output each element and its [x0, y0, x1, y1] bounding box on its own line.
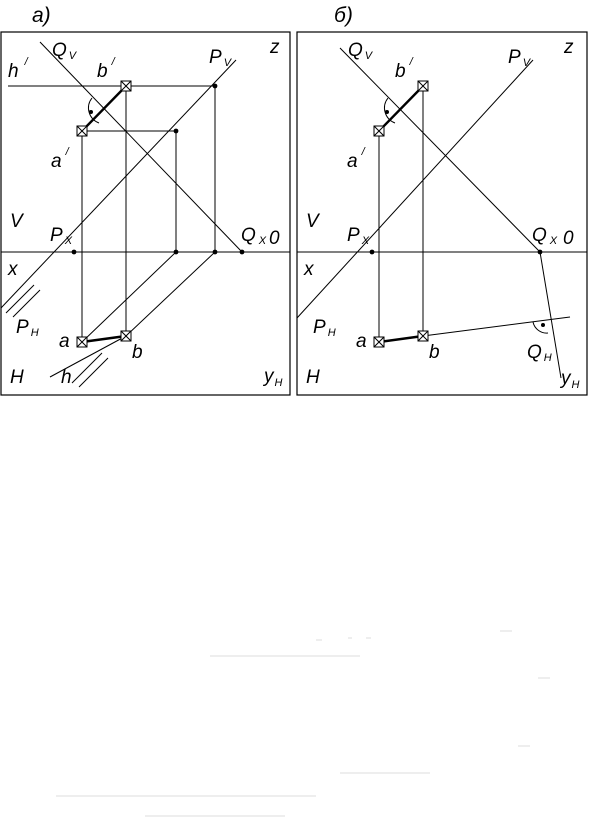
panel-b-label-b: b — [429, 342, 440, 363]
panel-a-point-1 — [174, 129, 179, 134]
panel-a-label-x: x — [8, 259, 18, 280]
panel-b-box-b — [418, 331, 428, 341]
panel-b-label-h-plane: H — [306, 367, 320, 388]
panel-a-label-qv: Q V — [52, 40, 77, 62]
panel-a-hatch-2 — [13, 290, 40, 317]
panel-b-label-x: x — [304, 259, 314, 280]
bleed-through-marks — [56, 630, 550, 817]
panel-a-label-h: h — [61, 367, 72, 388]
panel-b-label-qx: Q X — [532, 225, 558, 247]
panel-b-qv-trace — [340, 48, 540, 252]
panel-a-label-qx: Q X — [241, 225, 267, 247]
panel-a-label-pv: P V — [209, 47, 232, 69]
panel-a-label-z: z — [270, 37, 280, 58]
panel-a-point-3 — [213, 250, 218, 255]
panel-a-point-px — [72, 250, 77, 255]
panel-a-box-bprime — [121, 81, 131, 91]
panel-b — [297, 4, 587, 395]
panel-b-segment-aprime-bprime — [379, 86, 423, 131]
panel-b-point-px — [370, 250, 375, 255]
panel-b-right-angle-arc-h — [533, 322, 548, 333]
panel-a-label-h-plane: H — [10, 367, 24, 388]
panel-a-label-v: V — [10, 211, 23, 232]
panel-b-label-pv: P V — [508, 47, 531, 69]
panel-b-label-origin: 0 — [563, 228, 574, 249]
panel-a-box-b — [121, 331, 131, 341]
panel-a — [1, 4, 290, 395]
panel-b-p-trace — [297, 60, 533, 318]
panel-b-label-aprime: a / — [347, 146, 365, 172]
panel-b-label-z: z — [564, 37, 574, 58]
panel-a-box-a — [77, 337, 87, 347]
panel-b-label-yh: $y_H$ — [561, 368, 580, 391]
panel-a-label-b: b — [132, 342, 143, 363]
panel-b-point-qx — [538, 250, 543, 255]
panel-b-box-bprime — [418, 81, 428, 91]
panel-a-point-pv — [213, 84, 218, 89]
panel-b-box-a — [374, 337, 384, 347]
panel-b-box-aprime — [374, 126, 384, 136]
panel-a-caption: а) — [32, 4, 51, 27]
panel-b-frame — [297, 32, 587, 395]
panel-a-h-line-2 — [126, 252, 215, 336]
panel-a-right-angle-dot — [89, 110, 93, 114]
panel-b-label-px: P X — [347, 225, 370, 247]
panel-a-label-a: a — [59, 331, 70, 352]
panel-a-point-2 — [174, 250, 179, 255]
panel-a-label-ph: P H — [16, 317, 39, 339]
panel-a-label-px: P X — [50, 225, 73, 247]
panel-a-h-line-1 — [82, 252, 176, 342]
panel-a-label-bprime: b / — [97, 56, 115, 82]
panel-b-right-angle-dot-h — [541, 323, 545, 327]
panel-b-label-qv: Q V — [348, 40, 373, 62]
panel-a-hatch-4 — [79, 358, 108, 387]
panel-a-point-qx — [240, 250, 245, 255]
panel-b-label-bprime: b / — [395, 56, 413, 82]
panel-a-label-origin: 0 — [269, 228, 280, 249]
panel-b-label-v: V — [306, 211, 319, 232]
panel-b-caption: б) — [334, 4, 353, 27]
panel-a-label-hprime: h / — [8, 56, 28, 82]
panel-a-label-yh: $y_H$ — [264, 366, 283, 389]
panel-b-label-qh: Q H — [527, 342, 552, 364]
panel-b-right-angle-dot-v — [385, 110, 389, 114]
panel-b-label-ph: P H — [313, 317, 336, 339]
panel-b-segment-ab — [379, 336, 423, 342]
panel-a-label-aprime: a / — [51, 146, 69, 172]
panel-a-p-trace — [1, 60, 236, 308]
panel-a-box-aprime — [77, 126, 87, 136]
panel-a-qv-trace — [40, 42, 242, 252]
panel-b-label-a: a — [356, 331, 367, 352]
